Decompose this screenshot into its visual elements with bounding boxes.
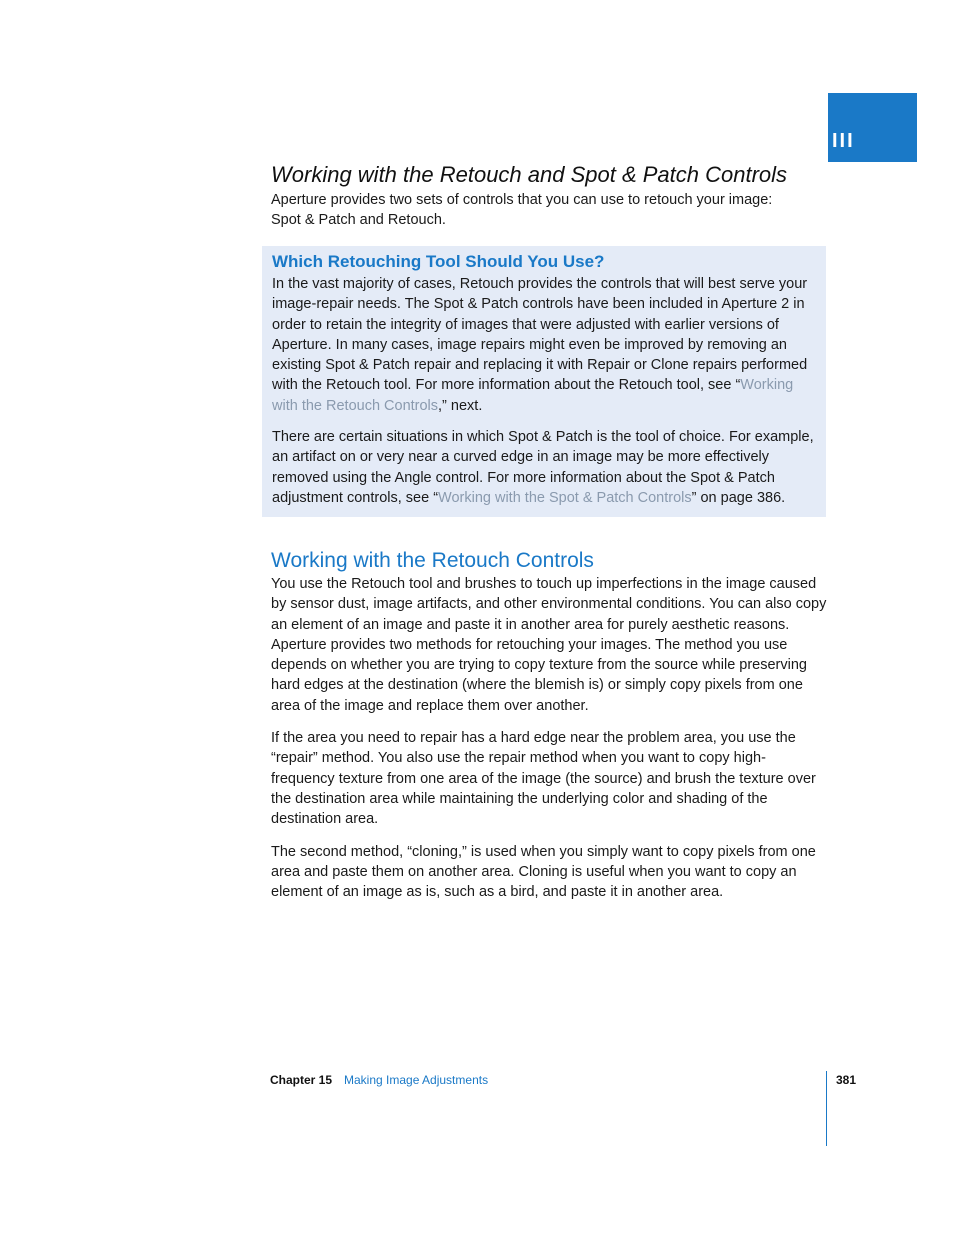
section-paragraph: The second method, “cloning,” is used when you simply want to copy pixels from one area and paste them on another area. Cloning is useful when you want to copy an element of an image as is, such as a bird, and paste it in another area. xyxy=(271,843,816,901)
footer-chapter: Chapter 15 xyxy=(270,1073,333,1087)
section-paragraph: If the area you need to repair has a hard edge near the problem area, you use the “repair” method. You also use the repair method when you want to copy high-frequency texture from one area of the image (the source) and brush the texture over the destination area while maintaining the underlying color and shading of the destination area. xyxy=(271,730,816,828)
section-paragraph: You use the Retouch tool and brushes to touch up imperfections in the image caused by sensor dust, image artifacts, and other environmental conditions. You can also copy an element of an image and paste it in another area for purely aesthetic reasons. Aperture provides two methods for retouching your images. The method you use depends on whether you are trying to copy texture from the source while preserving hard edges at the destination (where the blemish is) or simply copy pixels from one area of the image and replace them over another. xyxy=(271,576,827,714)
sidebar-title: Which Retouching Tool Should You Use? xyxy=(272,252,605,271)
part-number: III xyxy=(832,130,855,152)
page-number: 381 xyxy=(836,1073,857,1087)
sidebar-paragraph-1-after: ,” next. xyxy=(438,397,483,414)
sidebar-paragraph-1-text: In the vast majority of cases, Retouch provides the controls that will best serve your image-repair needs. The Spot & Patch controls have been included in Aperture 2 in order to retain the integrity of images that were adjusted with earlier versions of Aperture. In many cases, image repairs might even be improved by removing an existing Spot & Patch repair and replacing it with Repair or Clone repairs performed with the Retouch tool. For more information about the Retouch tool, see “ xyxy=(272,276,808,394)
page-heading: Working with the Retouch and Spot & Patch Controls xyxy=(271,162,788,187)
part-tab xyxy=(828,93,917,162)
sidebar-paragraph-2-text: There are certain situations in which Spot & Patch is the tool of choice. For example, an artifact on or very near a curved edge in an image may be more effectively removed using the Angle control. For more information about the Spot & Patch adjustment controls, see “ xyxy=(272,429,814,506)
sidebar-note xyxy=(262,246,826,517)
sidebar-paragraph-1 xyxy=(272,274,816,416)
footer-divider xyxy=(826,1071,827,1146)
spot-patch-controls-link[interactable]: Working with the Spot & Patch Controls xyxy=(438,489,692,506)
sidebar-paragraph-2 xyxy=(272,427,816,508)
intro-paragraph: Aperture provides two sets of controls that you can use to retouch your image: Spot & Patch and Retouch. xyxy=(271,192,773,229)
sidebar-paragraph-2-after: ” on page 386. xyxy=(691,489,786,506)
footer-chapter-title: Making Image Adjustments xyxy=(344,1073,489,1087)
section-heading: Working with the Retouch Controls xyxy=(271,549,594,572)
retouch-controls-link[interactable]: Working with the Retouch Controls xyxy=(272,377,794,414)
section-body xyxy=(271,574,827,902)
